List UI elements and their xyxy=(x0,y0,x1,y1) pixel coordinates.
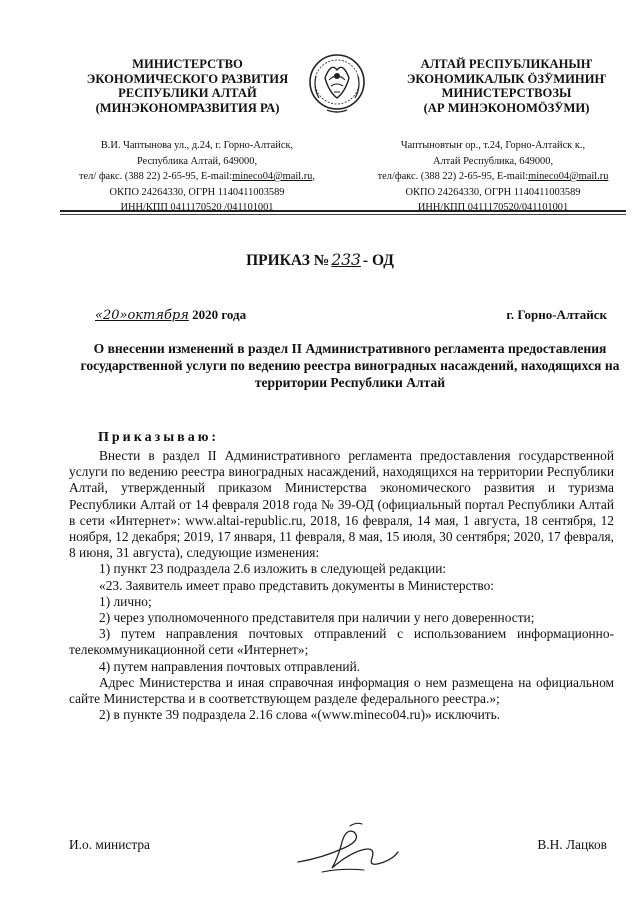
paragraph: 1) пункт 23 подраздела 2.6 изложить в следующей редакции: xyxy=(99,561,447,577)
header-divider-thin xyxy=(60,214,626,215)
paragraph: Адрес Министерства и иная справочная информация о нем размещена на официальном сайте Министерства и в соответствующем разделе федерального реестра.»; xyxy=(69,674,614,707)
contact-line: тел/ факс. (388 22) 2-65-95, E-mail:mineco04@mail.ru, xyxy=(79,171,315,182)
paragraph: 4) путем направления почтовых отправлений. xyxy=(99,658,361,674)
handwritten-signature xyxy=(292,818,402,880)
address-block-altai: Чаптыновтыҥ ор., т.24, Горно-Алтайск к., Алтай Республика, 649000, тел/факс. (388 22) 2-65-95, E-mail:mineco04@mail.ru ОКПО 24264330, ОГРН 1140411003589 ИНН/КПП 0411170520/041101001 xyxy=(348,138,638,216)
order-body xyxy=(69,448,614,723)
order-number: 233 xyxy=(331,251,361,269)
order-date: «20»октября 2020 года xyxy=(95,307,247,323)
order-city: г. Горно-Алтайск xyxy=(506,307,607,322)
email-link[interactable]: mineco04@mail.ru xyxy=(232,171,313,182)
paragraph: 2) через уполномоченного представителя при наличии у него доверенности; xyxy=(99,610,535,626)
header-divider xyxy=(60,210,626,212)
coat-of-arms-emblem xyxy=(307,48,367,120)
order-directive-heading: Приказываю: xyxy=(98,430,220,445)
paragraph: 2) в пункте 39 подраздела 2.16 слова «(www.mineco04.ru)» исключить. xyxy=(99,707,501,723)
signatory-role: И.о. министра xyxy=(69,837,150,852)
ministry-name-altai: АЛТАЙ РЕСПУБЛИКАНЫҤ ЭКОНОМИКАЛЫК ӦЗӰМИНИҤ МИНИСТЕРСТВОЗЫ (АР МИНЭКОНОМӦЗӰМИ) xyxy=(406,57,607,115)
contact-line: тел/факс. (388 22) 2-65-95, E-mail:mineco04@mail.ru xyxy=(377,171,609,182)
paragraph: «23. Заявитель имеет право представить документы в Министерство: xyxy=(99,577,495,593)
address-block-russian: В.И. Чаптынова ул., д.24, г. Горно-Алтайск, Республика Алтай, 649000, тел/ факс. (388 22) 2-65-95, E-mail:mineco04@mail.ru, ОКПО 24264330, ОГРН 1140411003589 ИНН/КПП 0411170520 /041101001 xyxy=(52,138,342,216)
email-link[interactable]: mineco04@mail.ru xyxy=(528,171,609,182)
order-title: ПРИКАЗ № 233 - ОД xyxy=(246,251,394,269)
ministry-name-russian: МИНИСТЕРСТВО ЭКОНОМИЧЕСКОГО РАЗВИТИЯ РЕСПУБЛИКИ АЛТАЙ (МИНЭКОНОМРАЗВИТИЯ РА) xyxy=(86,57,289,115)
signatory-name: В.Н. Лацков xyxy=(537,837,607,852)
paragraph: 3) путем направления почтовых отправлений с использованием информационно-телекоммуникационной сети «Интернет»; xyxy=(69,626,614,658)
order-subject: О внесении изменений в раздел II Административного регламента предоставления государственной услуги по ведению реестра виноградных насаждений, находящихся на территории Республики Алтай xyxy=(80,341,620,390)
paragraph: Внести в раздел II Административного регламента предоставления государственной услуги по ведению реестра виноградных насаждений, находящихся на территории Республики Алтай, утвержденный приказом Министерства экономического развития и туризма Республики Алтай от 14 февраля 2018 года № 39-ОД (официальный портал Республики Алтай в сети «Интернет»: www.altai-republic.ru, 2018, 16 февраля, 14 мая, 1 августа, 18 сентября, 12 ноября, 12 декабря; 2019, 17 января, 11 февраля, 8 мая, 15 июля, 30 сентября; 2020, 17 февраля, 8 июня, 31 августа), следующие изменения: xyxy=(69,448,614,561)
paragraph: 1) лично; xyxy=(99,593,152,609)
